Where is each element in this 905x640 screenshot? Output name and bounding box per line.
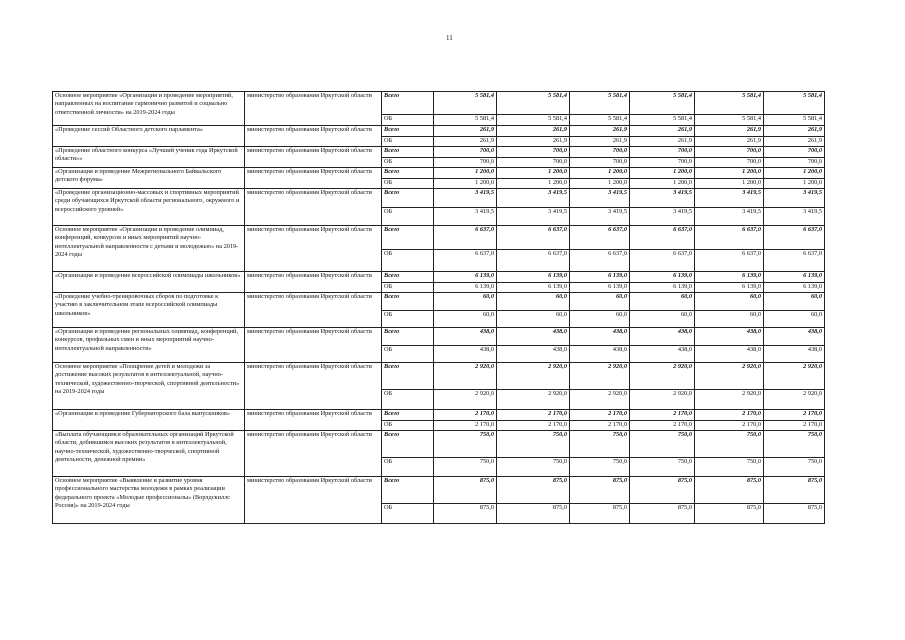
value-total: 438,0 bbox=[497, 328, 570, 346]
value-ob: 6 637,0 bbox=[570, 250, 630, 272]
value-ob: 6 637,0 bbox=[764, 250, 825, 272]
measure-name: «Организация и проведение региональных олимпиад, конференций, конкурсов, профильных смен и иных мероприятий научно-интеллектуальной направленности» bbox=[53, 328, 245, 363]
value-total: 5 581,4 bbox=[695, 92, 764, 115]
value-total: 5 581,4 bbox=[497, 92, 570, 115]
source-label-ob: ОБ bbox=[382, 283, 434, 293]
value-ob: 1 200,0 bbox=[695, 179, 764, 189]
measure-name: Основное мероприятие «Организация и проведение олимпиад, конференций, конкурсов и иных мероприятий научно-интеллектуальной направленности с детьми и молодежью» на 2019-2024 годы bbox=[53, 226, 245, 272]
value-total: 2 920,0 bbox=[630, 363, 695, 390]
value-ob: 700,0 bbox=[695, 158, 764, 168]
value-ob: 438,0 bbox=[497, 346, 570, 363]
source-label-total: Всего bbox=[382, 328, 434, 346]
executor-org: министерство образования Иркутской области bbox=[245, 126, 382, 147]
value-total: 60,0 bbox=[695, 293, 764, 311]
value-ob: 2 170,0 bbox=[630, 421, 695, 431]
value-total: 2 920,0 bbox=[570, 363, 630, 390]
value-ob: 60,0 bbox=[630, 311, 695, 328]
executor-org: министерство образования Иркутской области bbox=[245, 168, 382, 189]
value-ob: 1 200,0 bbox=[764, 179, 825, 189]
value-ob: 6 139,0 bbox=[630, 283, 695, 293]
value-total: 5 581,4 bbox=[570, 92, 630, 115]
value-total: 60,0 bbox=[570, 293, 630, 311]
value-ob: 6 637,0 bbox=[630, 250, 695, 272]
value-total: 700,0 bbox=[434, 147, 497, 158]
source-label-total: Всего bbox=[382, 363, 434, 390]
value-total: 875,0 bbox=[630, 477, 695, 504]
value-ob: 750,0 bbox=[497, 458, 570, 477]
value-total: 3 419,5 bbox=[630, 189, 695, 208]
source-label-total: Всего bbox=[382, 477, 434, 504]
measure-name: «Проведение областного конкурса «Лучший ученик года Иркутской области»» bbox=[53, 147, 245, 168]
value-ob: 261,9 bbox=[570, 137, 630, 147]
value-ob: 60,0 bbox=[695, 311, 764, 328]
value-total: 875,0 bbox=[695, 477, 764, 504]
value-total: 2 170,0 bbox=[695, 410, 764, 421]
source-label-total: Всего bbox=[382, 92, 434, 115]
value-total: 700,0 bbox=[630, 147, 695, 158]
table-row bbox=[53, 410, 825, 421]
value-total: 750,0 bbox=[497, 431, 570, 458]
measure-name: «Проведение учебно-тренировочных сборов по подготовке к участию в заключительном этапе всероссийской олимпиады школьников» bbox=[53, 293, 245, 328]
value-total: 2 170,0 bbox=[434, 410, 497, 421]
source-label-ob: ОБ bbox=[382, 158, 434, 168]
value-ob: 1 200,0 bbox=[434, 179, 497, 189]
value-total: 6 139,0 bbox=[570, 272, 630, 283]
source-label-total: Всего bbox=[382, 168, 434, 179]
value-ob: 6 139,0 bbox=[497, 283, 570, 293]
source-label-total: Всего bbox=[382, 293, 434, 311]
value-ob: 60,0 bbox=[434, 311, 497, 328]
value-ob: 5 581,4 bbox=[570, 115, 630, 126]
value-ob: 5 581,4 bbox=[630, 115, 695, 126]
value-total: 3 419,5 bbox=[497, 189, 570, 208]
value-total: 6 637,0 bbox=[764, 226, 825, 250]
measure-name: «Проведение сессий Областного детского парламента» bbox=[53, 126, 245, 147]
value-total: 750,0 bbox=[434, 431, 497, 458]
value-ob: 261,9 bbox=[630, 137, 695, 147]
value-ob: 750,0 bbox=[570, 458, 630, 477]
value-total: 438,0 bbox=[434, 328, 497, 346]
value-ob: 5 581,4 bbox=[434, 115, 497, 126]
value-total: 438,0 bbox=[764, 328, 825, 346]
value-ob: 2 170,0 bbox=[695, 421, 764, 431]
value-ob: 3 419,5 bbox=[434, 208, 497, 226]
source-label-total: Всего bbox=[382, 126, 434, 137]
value-total: 261,9 bbox=[764, 126, 825, 137]
measure-name: Основное мероприятие «Поощрение детей и молодежи за достижение высоких результатов в интеллектуальной, научно-технической, художественно-творческой, спортивной деятельности» на 2019-2024 годы bbox=[53, 363, 245, 410]
value-total: 750,0 bbox=[630, 431, 695, 458]
source-label-total: Всего bbox=[382, 226, 434, 250]
value-total: 6 637,0 bbox=[630, 226, 695, 250]
value-total: 2 170,0 bbox=[570, 410, 630, 421]
value-total: 2 920,0 bbox=[764, 363, 825, 390]
value-total: 3 419,5 bbox=[695, 189, 764, 208]
table-row bbox=[53, 477, 825, 504]
value-ob: 2 170,0 bbox=[764, 421, 825, 431]
value-ob: 5 581,4 bbox=[695, 115, 764, 126]
value-ob: 261,9 bbox=[434, 137, 497, 147]
executor-org: министерство образования Иркутской области bbox=[245, 92, 382, 126]
value-total: 2 170,0 bbox=[764, 410, 825, 421]
source-label-total: Всего bbox=[382, 272, 434, 283]
source-label-ob: ОБ bbox=[382, 208, 434, 226]
value-total: 438,0 bbox=[630, 328, 695, 346]
value-ob: 2 920,0 bbox=[497, 390, 570, 410]
value-ob: 2 920,0 bbox=[695, 390, 764, 410]
value-total: 5 581,4 bbox=[630, 92, 695, 115]
value-ob: 2 920,0 bbox=[630, 390, 695, 410]
measure-name: «Организация и проведение Межрегионального Байкальского детского форума» bbox=[53, 168, 245, 189]
value-total: 1 200,0 bbox=[764, 168, 825, 179]
table-row bbox=[53, 147, 825, 158]
table-row bbox=[53, 189, 825, 208]
value-total: 2 920,0 bbox=[497, 363, 570, 390]
value-total: 6 139,0 bbox=[497, 272, 570, 283]
value-ob: 6 637,0 bbox=[497, 250, 570, 272]
executor-org: министерство образования Иркутской области bbox=[245, 410, 382, 431]
value-ob: 2 920,0 bbox=[434, 390, 497, 410]
value-ob: 750,0 bbox=[764, 458, 825, 477]
value-ob: 261,9 bbox=[695, 137, 764, 147]
value-total: 3 419,5 bbox=[764, 189, 825, 208]
value-total: 261,9 bbox=[434, 126, 497, 137]
table-row bbox=[53, 328, 825, 346]
executor-org: министерство образования Иркутской области bbox=[245, 363, 382, 410]
measure-name: «Организация и проведение всероссийской олимпиады школьников» bbox=[53, 272, 245, 293]
value-ob: 60,0 bbox=[764, 311, 825, 328]
measure-name: «Организация и проведение Губернаторского бала выпускников» bbox=[53, 410, 245, 431]
value-ob: 2 920,0 bbox=[764, 390, 825, 410]
source-label-ob: ОБ bbox=[382, 250, 434, 272]
value-ob: 60,0 bbox=[497, 311, 570, 328]
value-total: 5 581,4 bbox=[764, 92, 825, 115]
value-ob: 6 139,0 bbox=[764, 283, 825, 293]
value-total: 6 139,0 bbox=[630, 272, 695, 283]
executor-org: министерство образования Иркутской области bbox=[245, 189, 382, 226]
value-total: 5 581,4 bbox=[434, 92, 497, 115]
value-ob: 5 581,4 bbox=[497, 115, 570, 126]
value-ob: 438,0 bbox=[570, 346, 630, 363]
value-total: 438,0 bbox=[570, 328, 630, 346]
value-ob: 2 170,0 bbox=[497, 421, 570, 431]
value-total: 2 920,0 bbox=[695, 363, 764, 390]
value-ob: 2 920,0 bbox=[570, 390, 630, 410]
table-row bbox=[53, 431, 825, 458]
value-total: 261,9 bbox=[570, 126, 630, 137]
value-ob: 3 419,5 bbox=[695, 208, 764, 226]
value-ob: 6 637,0 bbox=[434, 250, 497, 272]
source-label-total: Всего bbox=[382, 431, 434, 458]
source-label-ob: ОБ bbox=[382, 421, 434, 431]
value-ob: 700,0 bbox=[570, 158, 630, 168]
value-ob: 60,0 bbox=[570, 311, 630, 328]
value-ob: 3 419,5 bbox=[764, 208, 825, 226]
value-total: 6 637,0 bbox=[570, 226, 630, 250]
value-ob: 3 419,5 bbox=[630, 208, 695, 226]
value-ob: 875,0 bbox=[764, 504, 825, 524]
value-total: 60,0 bbox=[434, 293, 497, 311]
value-total: 700,0 bbox=[497, 147, 570, 158]
executor-org: министерство образования Иркутской области bbox=[245, 272, 382, 293]
value-ob: 875,0 bbox=[570, 504, 630, 524]
table-row bbox=[53, 293, 825, 311]
value-ob: 875,0 bbox=[630, 504, 695, 524]
value-total: 438,0 bbox=[695, 328, 764, 346]
value-ob: 875,0 bbox=[497, 504, 570, 524]
value-total: 1 200,0 bbox=[497, 168, 570, 179]
source-label-ob: ОБ bbox=[382, 390, 434, 410]
value-total: 261,9 bbox=[497, 126, 570, 137]
value-ob: 750,0 bbox=[695, 458, 764, 477]
value-total: 6 637,0 bbox=[695, 226, 764, 250]
value-total: 700,0 bbox=[695, 147, 764, 158]
source-label-ob: ОБ bbox=[382, 137, 434, 147]
value-total: 2 920,0 bbox=[434, 363, 497, 390]
executor-org: министерство образования Иркутской области bbox=[245, 147, 382, 168]
value-total: 60,0 bbox=[630, 293, 695, 311]
value-ob: 438,0 bbox=[434, 346, 497, 363]
executor-org: министерство образования Иркутской области bbox=[245, 431, 382, 477]
value-ob: 3 419,5 bbox=[497, 208, 570, 226]
value-total: 1 200,0 bbox=[434, 168, 497, 179]
measure-name: Основное мероприятие «Организация и проведение мероприятий, направленных на воспитание гармонично развитой и социально ответственной личности» на 2019-2024 годы bbox=[53, 92, 245, 126]
value-total: 261,9 bbox=[630, 126, 695, 137]
value-total: 6 139,0 bbox=[764, 272, 825, 283]
page-number: 11 bbox=[446, 34, 453, 42]
value-total: 700,0 bbox=[570, 147, 630, 158]
value-total: 3 419,5 bbox=[570, 189, 630, 208]
value-total: 6 139,0 bbox=[695, 272, 764, 283]
value-total: 875,0 bbox=[434, 477, 497, 504]
value-ob: 5 581,4 bbox=[764, 115, 825, 126]
value-ob: 750,0 bbox=[434, 458, 497, 477]
value-ob: 261,9 bbox=[497, 137, 570, 147]
source-label-total: Всего bbox=[382, 189, 434, 208]
executor-org: министерство образования Иркутской области bbox=[245, 477, 382, 524]
executor-org: министерство образования Иркутской области bbox=[245, 328, 382, 363]
table-row bbox=[53, 363, 825, 390]
value-ob: 700,0 bbox=[497, 158, 570, 168]
value-total: 1 200,0 bbox=[695, 168, 764, 179]
source-label-ob: ОБ bbox=[382, 311, 434, 328]
source-label-total: Всего bbox=[382, 410, 434, 421]
value-ob: 1 200,0 bbox=[497, 179, 570, 189]
value-ob: 6 139,0 bbox=[570, 283, 630, 293]
table-row bbox=[53, 126, 825, 137]
value-ob: 6 637,0 bbox=[695, 250, 764, 272]
value-total: 700,0 bbox=[764, 147, 825, 158]
value-total: 1 200,0 bbox=[570, 168, 630, 179]
table-row bbox=[53, 226, 825, 250]
source-label-ob: ОБ bbox=[382, 115, 434, 126]
executor-org: министерство образования Иркутской области bbox=[245, 226, 382, 272]
value-total: 750,0 bbox=[764, 431, 825, 458]
table-row bbox=[53, 92, 825, 115]
value-ob: 438,0 bbox=[695, 346, 764, 363]
value-total: 875,0 bbox=[570, 477, 630, 504]
value-total: 60,0 bbox=[764, 293, 825, 311]
value-ob: 3 419,5 bbox=[570, 208, 630, 226]
budget-table bbox=[52, 91, 825, 524]
value-ob: 700,0 bbox=[630, 158, 695, 168]
value-total: 6 637,0 bbox=[434, 226, 497, 250]
value-total: 6 637,0 bbox=[497, 226, 570, 250]
executor-org: министерство образования Иркутской области bbox=[245, 293, 382, 328]
value-total: 875,0 bbox=[764, 477, 825, 504]
value-total: 750,0 bbox=[570, 431, 630, 458]
value-total: 1 200,0 bbox=[630, 168, 695, 179]
source-label-ob: ОБ bbox=[382, 504, 434, 524]
value-ob: 700,0 bbox=[434, 158, 497, 168]
value-total: 750,0 bbox=[695, 431, 764, 458]
source-label-total: Всего bbox=[382, 147, 434, 158]
value-ob: 2 170,0 bbox=[570, 421, 630, 431]
value-total: 60,0 bbox=[497, 293, 570, 311]
source-label-ob: ОБ bbox=[382, 346, 434, 363]
table-row bbox=[53, 168, 825, 179]
value-ob: 2 170,0 bbox=[434, 421, 497, 431]
value-ob: 1 200,0 bbox=[570, 179, 630, 189]
measure-name: «Выплата обучающимся образовательных организаций Иркутской области, добившимся высоких результатов в интеллектуальной, научно-технической, художественно-творческой, спортивной деятельности, денежной премии» bbox=[53, 431, 245, 477]
measure-name: Основное мероприятие «Выявление и развитие уровня профессионального мастерства молодежи в рамках реализации федерального проекта «Молодые профессионалы» (Ворлдскиллс Россия)» на 2019-2024 годы bbox=[53, 477, 245, 524]
value-total: 2 170,0 bbox=[497, 410, 570, 421]
value-ob: 875,0 bbox=[434, 504, 497, 524]
value-ob: 1 200,0 bbox=[630, 179, 695, 189]
value-ob: 261,9 bbox=[764, 137, 825, 147]
value-ob: 438,0 bbox=[764, 346, 825, 363]
value-ob: 700,0 bbox=[764, 158, 825, 168]
value-ob: 750,0 bbox=[630, 458, 695, 477]
value-total: 2 170,0 bbox=[630, 410, 695, 421]
value-ob: 6 139,0 bbox=[434, 283, 497, 293]
value-ob: 438,0 bbox=[630, 346, 695, 363]
source-label-ob: ОБ bbox=[382, 179, 434, 189]
table-row bbox=[53, 272, 825, 283]
value-total: 6 139,0 bbox=[434, 272, 497, 283]
value-total: 875,0 bbox=[497, 477, 570, 504]
measure-name: «Проведение организационно-массовых и спортивных мероприятий среди обучающихся Иркутской области регионального, окружного и всероссийского уровней» bbox=[53, 189, 245, 226]
source-label-ob: ОБ bbox=[382, 458, 434, 477]
value-total: 3 419,5 bbox=[434, 189, 497, 208]
value-total: 261,9 bbox=[695, 126, 764, 137]
value-ob: 875,0 bbox=[695, 504, 764, 524]
value-ob: 6 139,0 bbox=[695, 283, 764, 293]
